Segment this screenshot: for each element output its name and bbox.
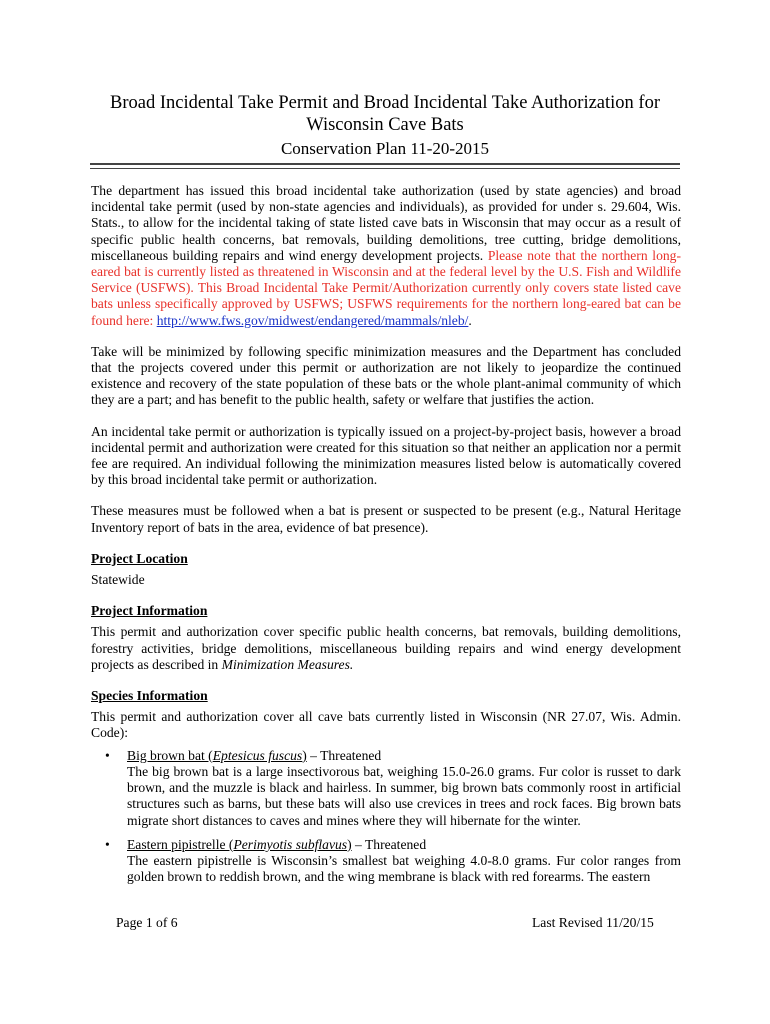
list-item [91, 748, 681, 829]
document-title [60, 92, 710, 160]
nleb-notice: Please note that the northern long-eared bat is currently listed as threatened in Wisconsin and at the federal level by the U.S. Fish and Wildlife Service (USFWS). This Broad Incidental Take Permit/Authorization currently only covers state listed cave bats unless specifically approved by USFWS; USFWS requirements for the northern long-eared bat can be found here: [91, 247, 681, 328]
species-latin-name: Perimyotis subflavus [233, 836, 348, 852]
project-information-body: This permit and authorization cover specific public health concerns, bat removals, building demolitions, forestry activities, bridge demolitions, miscellaneous building repairs and wind energy development projects as described in [91, 624, 681, 672]
species-status: – Threatened [351, 836, 427, 852]
project-location-text: Statewide [91, 572, 145, 588]
title-divider-thick [90, 163, 680, 165]
last-revised-date: Last Revised 11/20/15 [532, 915, 654, 930]
species-status: – Threatened [306, 747, 382, 763]
project-information-heading: Project Information [91, 603, 208, 619]
minimization-measures-reference: Minimization Measures. [221, 656, 354, 672]
species-name [127, 748, 681, 764]
species-information-text: This permit and authorization cover all cave bats currently listed in Wisconsin (NR 27.07, Wis. Admin. Code): [91, 709, 681, 741]
species-description: The big brown bat is a large insectivorous bat, weighing 15.0-26.0 grams. Fur color is russet to dark brown, and the muzzle is black and hairless. In summer, big brown bats commonly roost in artificial structures such as barns, but these bats will also use crevices in trees and rock faces. Big brown bats migrate short distances to caves and mines where they will hibernate for the winter. [127, 763, 681, 828]
species-paren: ) [347, 836, 352, 852]
project-location-heading: Project Location [91, 550, 188, 566]
page-number: Page 1 of 6 [116, 915, 178, 930]
permit-basis-paragraph: An incidental take permit or authorization is typically issued on a project-by-project basis, however a broad incidental permit and authorization were created for this situation so that neither an application nor a permit fee are required. An individual following the minimization measures listed below is automatically covered by this broad incidental take permit or authorization. [91, 423, 681, 488]
title-line-2: Wisconsin Cave Bats [306, 115, 464, 135]
bullet-icon: • [105, 836, 110, 852]
species-latin-name: Eptesicus fuscus [212, 747, 303, 763]
document-body [91, 183, 681, 893]
project-information-text [91, 624, 681, 673]
species-common-name: Big brown bat ( [127, 747, 213, 763]
measures-paragraph: These measures must be followed when a bat is present or suspected to be present (e.g., Natural Heritage Inventory report of bats in the area, evidence of bat presence). [91, 503, 681, 535]
species-name [127, 837, 681, 853]
intro-text: The department has issued this broad incidental take authorization (used by state agencies) and broad incidental take permit (used by non-state agencies and individuals), as provided for under s. 29.604, Wis. Stats., to allow for the incidental taking of state listed cave bats in Wisconsin that may occur as a result of specific public health concerns, bat removals, building demolitions, tree cutting, bridge demolitions, miscellaneous building repairs and wind energy development projects. [91, 183, 681, 263]
usfws-nleb-link[interactable]: http://www.fws.gov/midwest/endangered/mammals/nleb/ [156, 312, 469, 328]
species-information-heading: Species Information [91, 688, 208, 704]
species-list [91, 748, 681, 886]
title-divider-thin [90, 168, 680, 169]
intro-period: . [468, 312, 472, 328]
list-item [91, 837, 681, 886]
document-subtitle: Conservation Plan 11-20-2015 [280, 139, 490, 158]
intro-paragraph [91, 183, 681, 329]
minimization-paragraph: Take will be minimized by following specific minimization measures and the Department has concluded that the projects covered under this permit or authorization are not likely to jeopardize the continued existence and recovery of the state population of these bats or the whole plant-animal community of which they are a part; and has benefit to the public health, safety or welfare that justifies the action. [91, 343, 681, 408]
bullet-icon: • [105, 747, 110, 763]
species-paren: ) [302, 747, 307, 763]
title-line-1: Broad Incidental Take Permit and Broad Incidental Take Authorization for [109, 93, 660, 113]
species-description: The eastern pipistrelle is Wisconsin’s smallest bat weighing 4.0-8.0 grams. Fur color ranges from golden brown to reddish brown, and the wing membrane is black with red forearms. The eastern [127, 852, 681, 885]
species-common-name: Eastern pipistrelle ( [127, 836, 234, 852]
